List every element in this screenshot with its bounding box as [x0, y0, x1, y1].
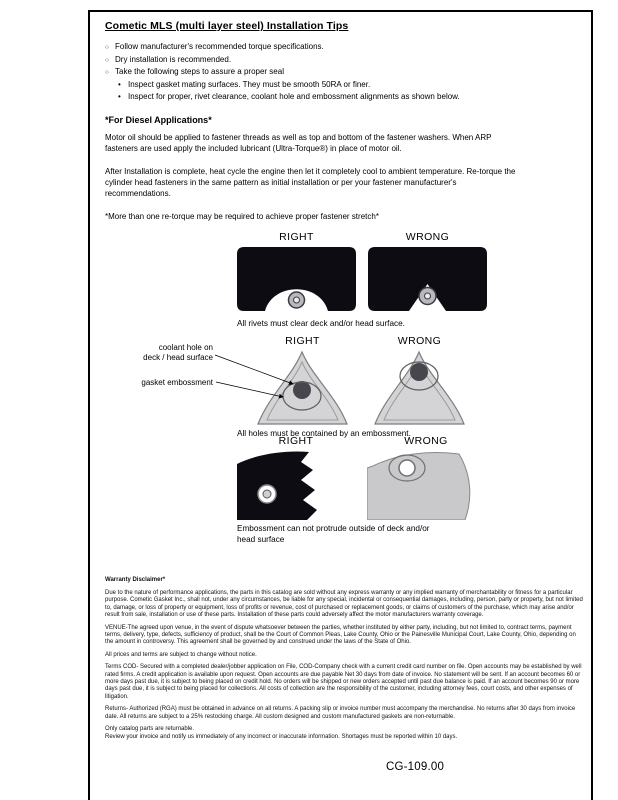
installation-tips-list: [105, 41, 583, 79]
tip-item: ○ Follow manufacturer's recommended torque specifications.: [105, 41, 583, 54]
warranty-disclaimer-heading: Warranty Disclaimer*: [105, 576, 166, 583]
diesel-paragraph-1: Motor oil should be applied to fastener threads as well as top and bottom of the fastener washers. When ARP fasteners are used apply the included lubricant (Ultra-Torque®) in place of motor oil.: [105, 132, 492, 153]
legal-section: [105, 577, 584, 742]
retorque-note: *More than one re-torque may be required to achieve proper fastener stretch*: [105, 211, 379, 221]
legal-paragraph: Due to the nature of performance applications, the parts in this catalog are sold without any express warranty or any implied warranty of merchantability or fitness for a particular purpose. Cometic Gasket Inc., shall not, under any circumstances, be liable for any special, incidental or consequential damages, including, person, party or property, but not limited to, damage, or loss of property or equipment, loss of profits or revenue, cost of purchased or replacement goods, or claims of customers of the purchase, which may arise and/or result from sale, installation or use of these parts. Installation of these parts could adversely affect the motor manufacturers warranty coverage.: [105, 589, 583, 619]
legal-paragraph: Terms COD- Secured with a completed dealer/jobber application on File, COD-Company check with a current credit card number on file. Open accounts may be established by well rated firms. A credit application is available upon request. Open accounts are due payable Net 30 days from date of invoice. No statement will be sent. If an account becomes 60 or more days past due, it is subject to being placed on credit hold. No orders will be shipped or new orders accepted until past due balance is paid. If an account becomes 90 or more days past due, it is subject to being placed for collections. All costs of collection are the responsibility of the customer, including attorney fees, court costs, and other expenses of litigation.: [105, 664, 582, 700]
legal-paragraph: Returns- Authorized (RGA) must be obtained in advance on all returns. A packing slip or invoice number must accompany the merchandise. No returns after 30 days from invoice date. All returns are subject to a 25% restocking charge. All custom designed and custom manufactured gaskets are non-returnable.: [105, 706, 576, 720]
legal-paragraph: Only catalog parts are returnable.: [105, 726, 195, 732]
tip-item: ○ Dry installation is recommended.: [105, 54, 583, 67]
legal-paragraph: All prices and terms are subject to change without notice.: [105, 651, 257, 658]
rivet-clearance-right-diagram: [237, 247, 356, 311]
installation-tips-sublist: [118, 79, 583, 104]
tip-subitem: • Inspect gasket mating surfaces. They must be smooth 50RA or finer.: [118, 79, 583, 92]
embossment-protrusion-wrong-diagram: [367, 450, 485, 520]
diesel-paragraph-2: After Installation is complete, heat cycle the engine then let it completely cool to ambient temperature. Re-torque the cylinder head fasteners in the same pattern as initial installation or per your fastener manufacturer's recommendations.: [105, 166, 516, 198]
row1-right-label: RIGHT: [279, 230, 314, 243]
embossment-containment-wrong-diagram: [372, 350, 467, 426]
row2-caption: All holes must be contained by an embossment.: [237, 428, 411, 438]
gasket-embossment-label: gasket embossment: [141, 377, 213, 387]
row3-wrong-label: WRONG: [404, 434, 448, 447]
embossment-protrusion-right-diagram: [237, 450, 355, 520]
page-title: Cometic MLS (multi layer steel) Installation Tips: [105, 20, 349, 32]
page-border-frame: [88, 10, 593, 800]
row2-wrong-label: WRONG: [397, 334, 442, 347]
row2-right-label: RIGHT: [285, 334, 320, 347]
page-number: CG-109.00: [386, 761, 445, 773]
rivet-clearance-wrong-diagram: [368, 247, 487, 311]
diagram-section: [105, 231, 583, 549]
diesel-applications-heading: *For Diesel Applications*: [105, 114, 212, 125]
legal-paragraph: VENUE-The agreed upon venue, in the event of dispute whatsoever between the parties, whether instituted by either party, including, but not limited to, contract terms, payment terms, delivery, type, defects, sufficiency of product, shall be the Court of Common Pleas, Lake County, Ohio or the Painesville Municipal Court, Lake County, Ohio, depending on the amount in controversy. This agreement shall be governed by and construed under the laws of the State of Ohio.: [105, 624, 576, 646]
page-content: [90, 12, 591, 742]
tip-item: ○ Take the following steps to assure a proper seal: [105, 66, 583, 79]
coolant-hole-label: coolant hole on deck / head surface: [143, 342, 213, 362]
row1-wrong-label: WRONG: [405, 230, 450, 243]
row3-right-label: RIGHT: [278, 434, 314, 447]
row1-caption: All rivets must clear deck and/or head surface.: [237, 318, 405, 328]
embossment-containment-right-diagram: [255, 350, 350, 426]
legal-paragraph: Review your invoice and notify us immediately of any incorrect or inaccurate information. Shortages must be reported within 10 days.: [105, 734, 458, 741]
row3-caption: Embossment can not protrude outside of deck and/or head surface: [237, 523, 430, 544]
tip-subitem: • Inspect for proper, rivet clearance, coolant hole and embossment alignments as shown below.: [118, 91, 583, 104]
